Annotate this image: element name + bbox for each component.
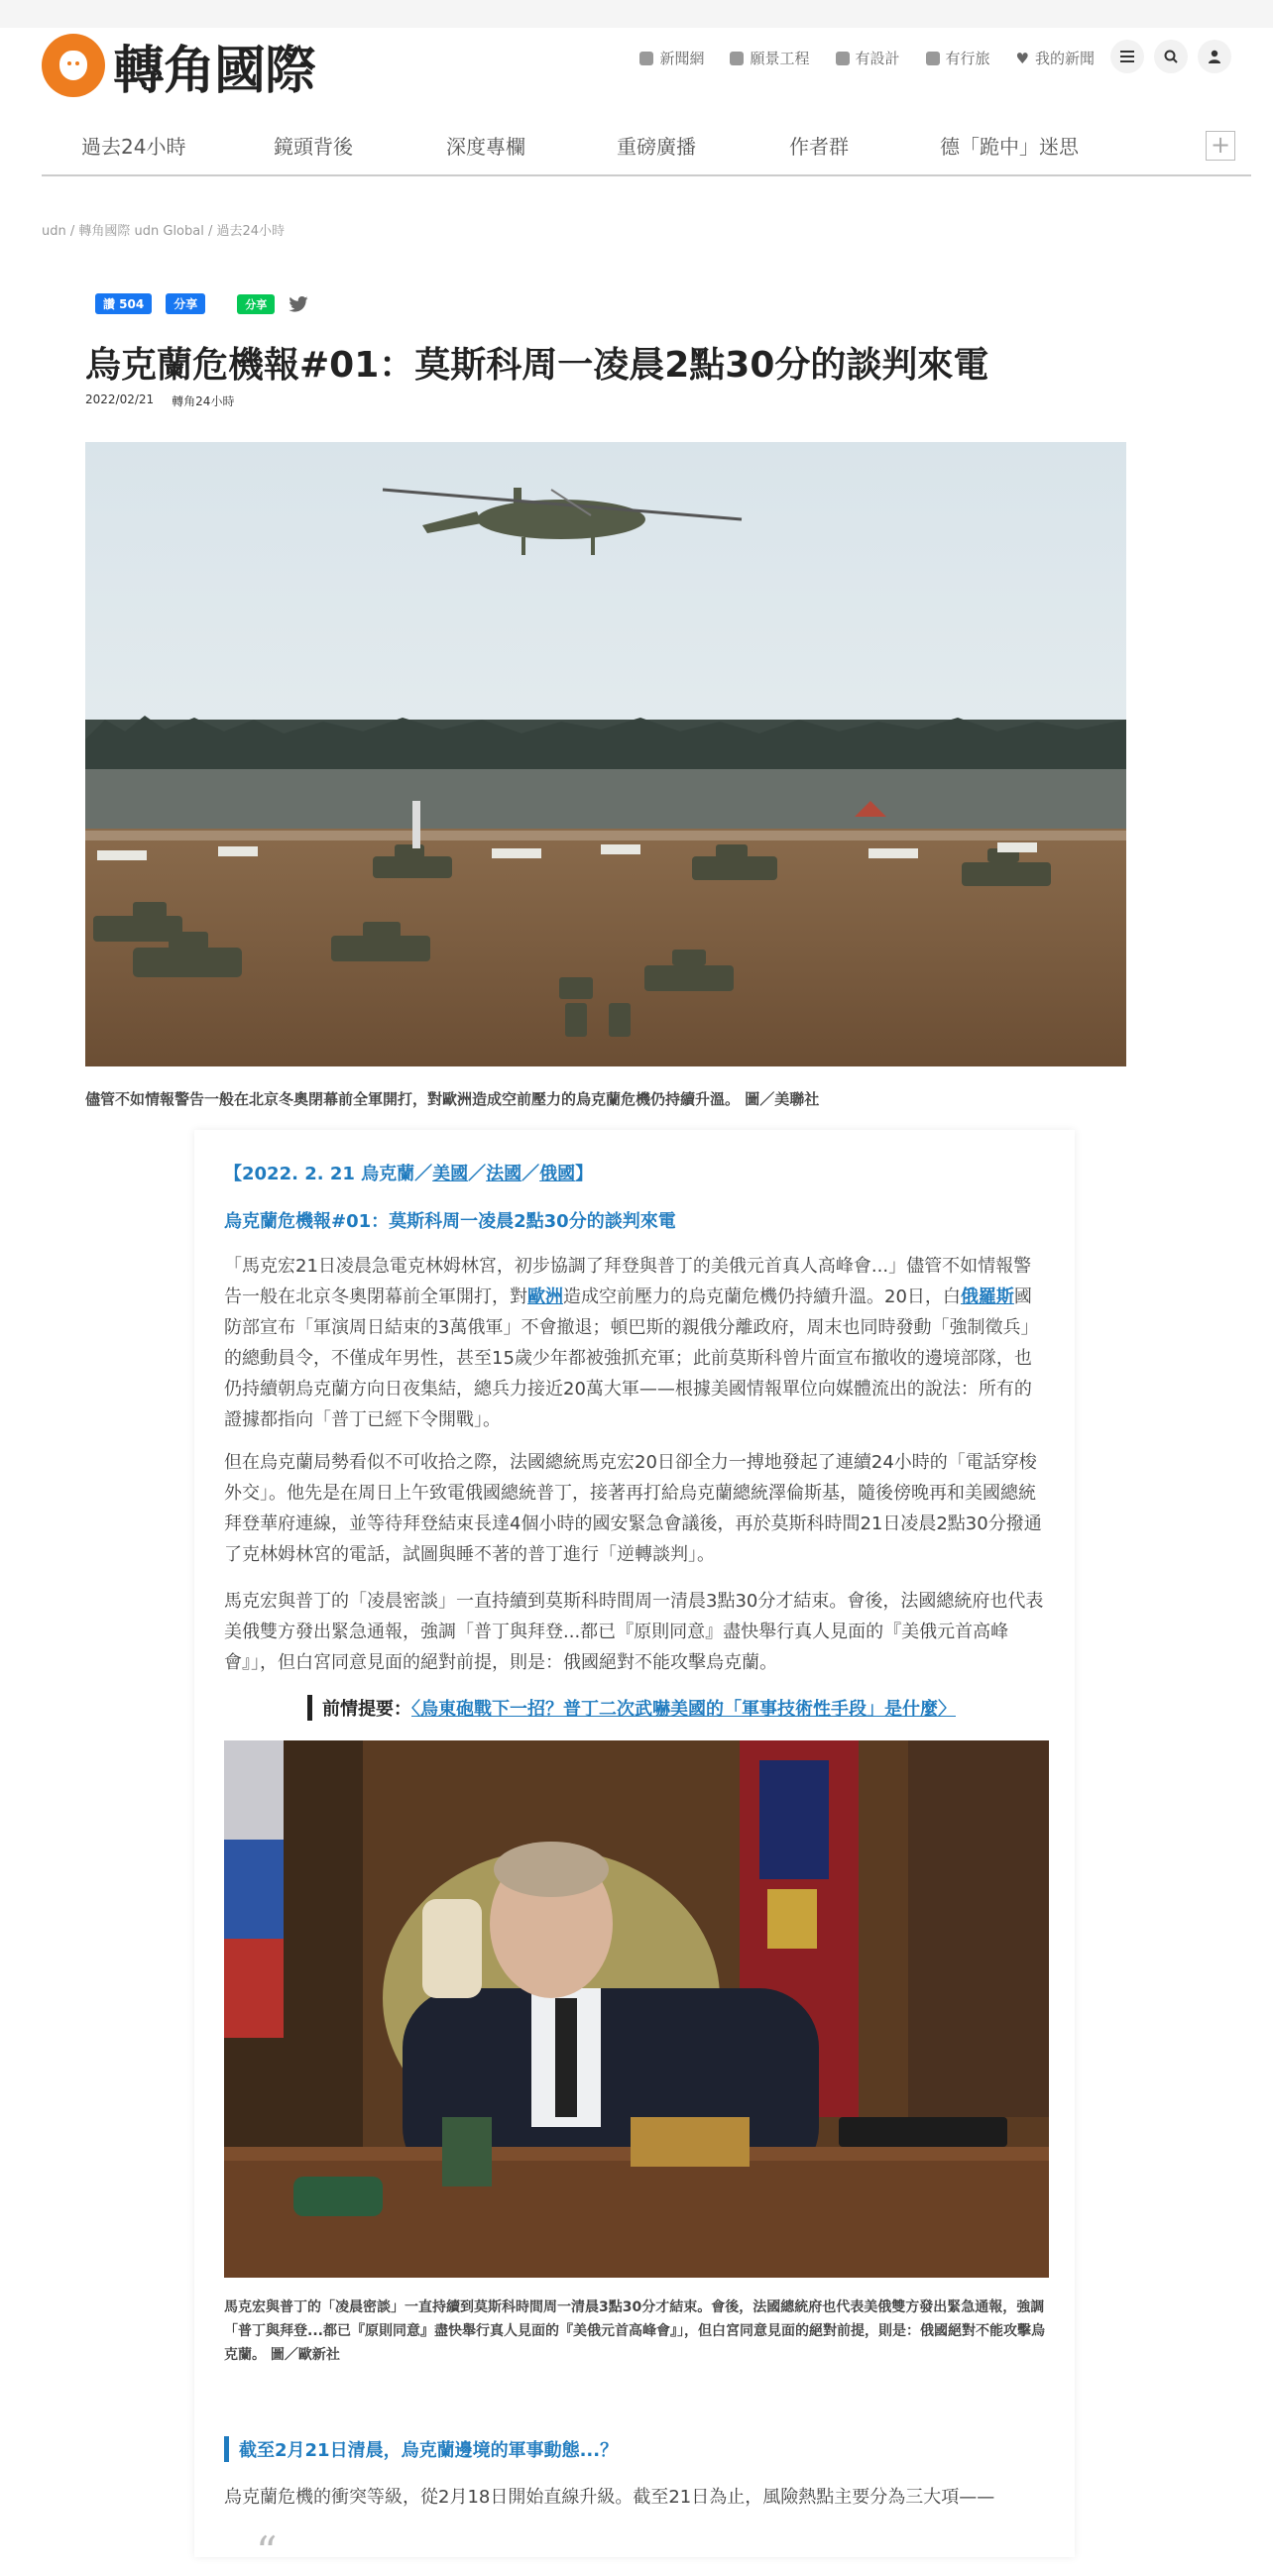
site-link-travel[interactable]: 有行旅 (926, 48, 990, 68)
link-russia[interactable]: 俄羅斯 (960, 1287, 1014, 1307)
article-date: 2022/02/21 (85, 392, 155, 406)
account-button[interactable] (1198, 40, 1231, 73)
hero-caption: 儘管不如情報警告一般在北京冬奧閉幕前全軍開打，對歐洲造成空前壓力的烏克蘭危機仍持續升溫。 圖／美聯社 (85, 1090, 820, 1108)
nav-item-past-24h[interactable]: 過去24小時 (81, 135, 186, 159)
paragraph-4: 烏克蘭危機的衝突等級，從2月18日開始直線升級。截至21日為止，風險熱點主要分為三大項—— (224, 2487, 995, 2508)
vision-icon (730, 52, 744, 65)
site-links (639, 48, 1095, 68)
nav-item-germany-myth[interactable]: 德「跪中」迷思 (940, 135, 1079, 159)
line-share-button[interactable]: 分享 (237, 294, 275, 314)
photo2-caption: 馬克宏與普丁的「凌晨密談」一直持續到莫斯科時間周一清晨3點30分才結束。會後，法國總統府也代表美俄雙方發出緊急通報，強調「普丁與拜登...都已『原則同意』盡快舉行真人見面的『美俄元首高峰會』」，但白宮同意見面的絕對前提，則是：俄國絕對不能攻擊烏克蘭。 圖／歐新社 (224, 2299, 1045, 2363)
twitter-icon[interactable] (289, 296, 308, 312)
article-section[interactable]: 轉角24小時 (172, 394, 235, 408)
site-link-my-news[interactable]: ♥ 我的新聞 (1015, 49, 1095, 67)
logo-text: 轉角國際 (113, 40, 316, 101)
article-meta (85, 392, 234, 409)
article-tagline: 【2022. 2. 21 烏克蘭／美國／法國／俄國】 (224, 1164, 594, 1184)
section-heading: 截至2月21日清晨，烏克蘭邊境的軍事動態...？ (224, 2436, 618, 2462)
link-europe[interactable]: 歐洲 (527, 1287, 563, 1307)
heart-icon: ♥ (1015, 49, 1029, 67)
site-link-vision[interactable]: 願景工程 (730, 48, 809, 68)
nav-item-authors[interactable]: 作者群 (789, 135, 849, 159)
nav-more-button[interactable]: + (1206, 131, 1235, 161)
search-button[interactable] (1154, 40, 1188, 73)
newspaper-icon (639, 52, 653, 65)
share-row (95, 293, 308, 314)
putin-phone-photo (224, 1740, 1049, 2278)
previous-story-anchor[interactable]: 〈烏東砲戰下一招？普丁二次武嚇美國的「軍事技術性手段」是什麼〉 (411, 1699, 956, 1720)
nav-item-behind-lens[interactable]: 鏡頭背後 (274, 135, 353, 159)
logo[interactable] (42, 28, 315, 103)
design-icon (836, 52, 850, 65)
site-link-design[interactable]: 有設計 (836, 48, 900, 68)
previous-story-link: 前情提要：〈烏東砲戰下一招？普丁二次武嚇美國的「軍事技術性手段」是什麼〉 (307, 1695, 956, 1721)
site-header (0, 28, 1273, 117)
main-nav (42, 117, 1251, 176)
tag-link-france[interactable]: 法國 (486, 1164, 522, 1184)
putin-phone-image (224, 1740, 1049, 2278)
tag-link-russia[interactable]: 俄國 (539, 1164, 576, 1184)
user-icon (1208, 50, 1221, 63)
top-strip (0, 0, 1273, 28)
article-title: 烏克蘭危機報#01：莫斯科周一凌晨2點30分的談判來電 (85, 345, 989, 386)
quote-mark-icon: “ (256, 2527, 278, 2576)
menu-button[interactable] (1110, 40, 1144, 73)
nav-item-columns[interactable]: 深度專欄 (446, 135, 525, 159)
header-icon-buttons (1110, 40, 1231, 73)
facebook-like-button[interactable]: 讚 504 (95, 293, 152, 314)
logo-mascot-icon (42, 34, 105, 97)
military-exercise-image (85, 442, 1126, 1066)
hamburger-icon (1120, 51, 1134, 62)
travel-icon (926, 52, 940, 65)
facebook-share-button[interactable]: 分享 (166, 293, 205, 314)
paragraph-3: 馬克宏與普丁的「凌晨密談」一直持續到莫斯科時間周一清晨3點30分才結束。會後，法國總統府也代表美俄雙方發出緊急通報，強調「普丁與拜登...都已『原則同意』盡快舉行真人見面的『美俄元首高峰會』」，但白宮同意見面的絕對前提，則是：俄國絕對不能攻擊烏克蘭。 (224, 1591, 1044, 1673)
search-icon (1164, 50, 1178, 63)
paragraph-2: 但在烏克蘭局勢看似不可收拾之際，法國總統馬克宏20日卻全力一搏地發起了連續24小時的「電話穿梭外交」。他先是在周日上午致電俄國總統普丁，接著再打給烏克蘭總統澤倫斯基，隨後傍晚再和美國總統拜登華府連線，並等待拜登結束長達4個小時的國安緊急會議後，再於莫斯科時間21日凌晨2點30分撥通了克林姆林宮的電話，試圖與睡不著的普丁進行「逆轉談判」。 (224, 1452, 1042, 1565)
hero-photo (85, 442, 1126, 1066)
breadcrumb[interactable]: udn / 轉角國際 udn Global / 過去24小時 (42, 224, 286, 239)
article-subheading: 烏克蘭危機報#01：莫斯科周一凌晨2點30分的談判來電 (224, 1211, 676, 1232)
paragraph-1: 「馬克宏21日凌晨急電克林姆林宮，初步協調了拜登與普丁的美俄元首真人高峰會...」儘管不如情報警告一般在北京冬奧閉幕前全軍開打，對歐洲造成空前壓力的烏克蘭危機仍持續升溫。20日，白俄羅斯國防部宣布「軍演周日結束的3萬俄軍」不會撤退；頓巴斯的親俄分離政府，周末也同時發動「強制徵兵」的總動員令，不僅成年男性，甚至15歲少年都被強抓充軍；此前莫斯科曾片面宣布撤收的邊境部隊，也仍持續朝烏克蘭方向日夜集結，總兵力接近20萬大軍——根據美國情報單位向媒體流出的說法：所有的證據都指向「普丁已經下令開戰」。 (224, 1256, 1039, 1430)
nav-item-broadcast[interactable]: 重磅廣播 (617, 135, 696, 159)
tag-link-usa[interactable]: 美國 (432, 1164, 469, 1184)
site-link-news[interactable]: 新聞網 (639, 48, 704, 68)
